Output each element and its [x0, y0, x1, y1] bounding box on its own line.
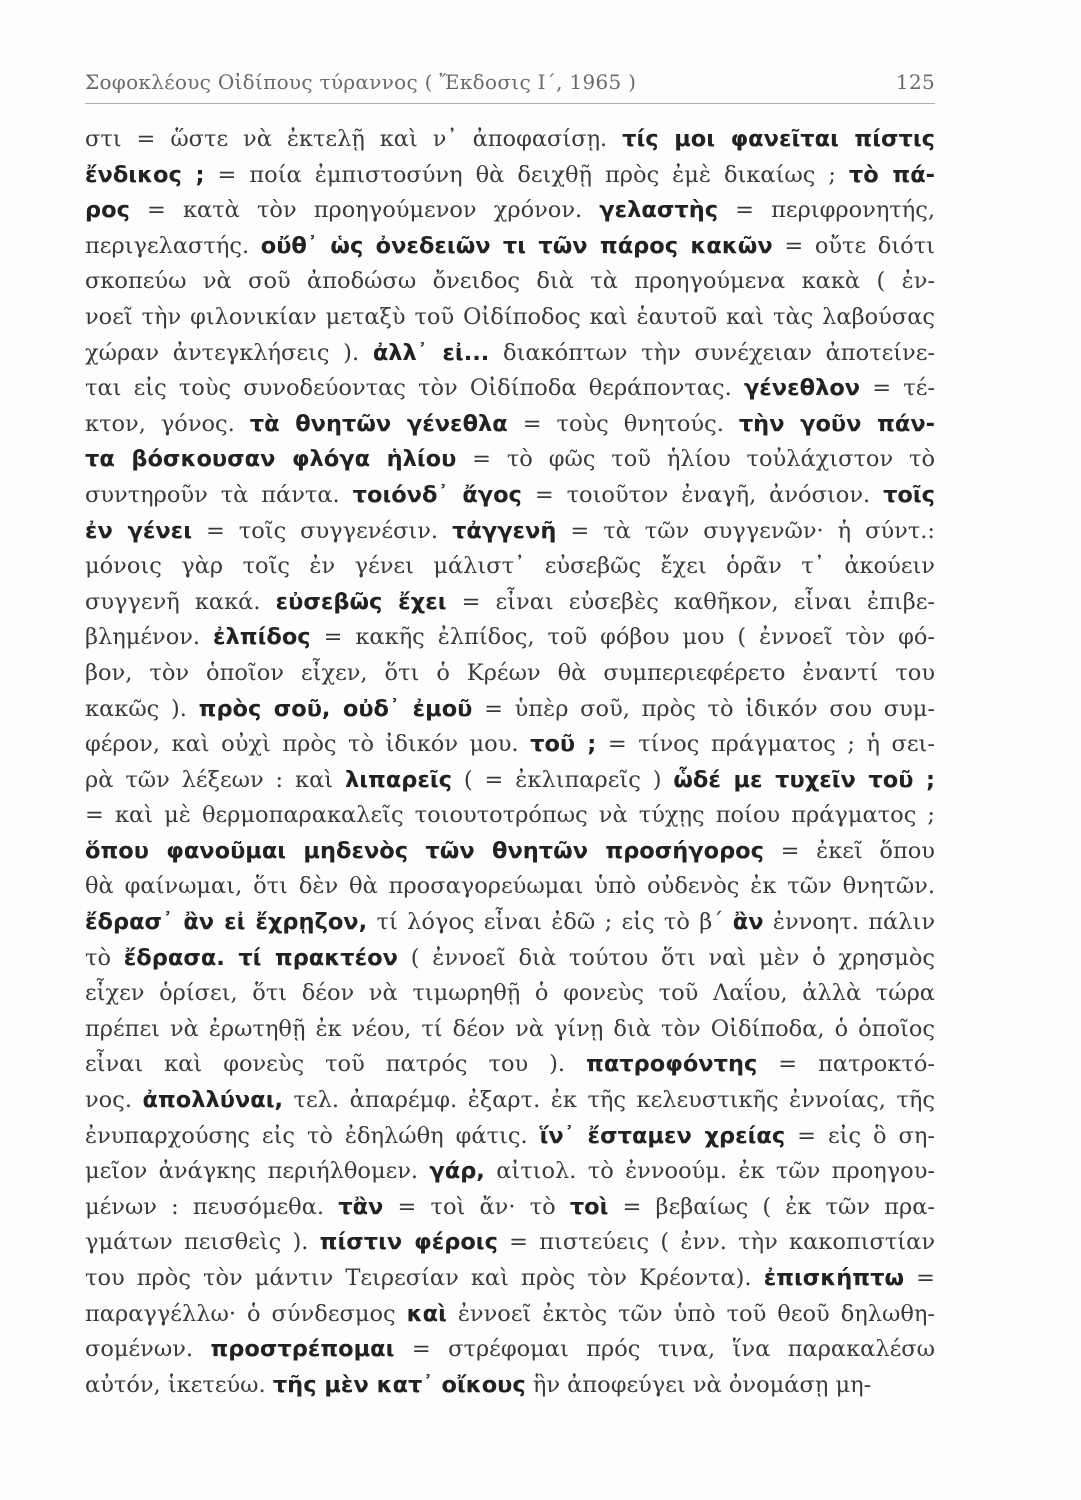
gloss: = ὑπὲρ σοῦ, πρὸς τὸ ἰδικόν σου συμ-: [472, 695, 935, 722]
gloss: = περιφρονητής,: [718, 197, 935, 224]
gloss: = τὸ φῶς τοῦ ἡλίου τοὐλάχιστον τὸ: [456, 446, 935, 473]
page-number: 125: [895, 70, 935, 94]
text-line: [85, 1012, 935, 1048]
text-line: [85, 300, 935, 336]
lemma: τα βόσκουσαν φλόγα ἡλίου: [85, 446, 457, 473]
text-line: [85, 478, 935, 514]
text-line: [85, 1154, 935, 1190]
gloss: πρέπει νὰ ἐρωτηθῇ ἐκ νέου, τί δέον νὰ γίνῃ διὰ τὸν Οἰδίποδα, ὁ ὁποῖος: [85, 1015, 935, 1042]
gloss: = βεβαίως ( ἐκ τῶν πρα-: [608, 1193, 935, 1220]
gloss: ται εἰς τοὺς συνοδεύοντας τὸν Οἰδίποδα θεράποντας.: [85, 375, 744, 402]
gloss: νοεῖ τὴν φιλονικίαν μεταξὺ τοῦ Οἰδίποδος καὶ ἑαυτοῦ καὶ τὰς λαβούσας: [85, 303, 935, 330]
gloss: = πιστεύεις ( ἐνν. τὴν κακοπιστίαν: [497, 1229, 935, 1256]
gloss: μεῖον ἀνάγκης περιήλθομεν.: [85, 1158, 430, 1185]
gloss: σκοπεύω νὰ σοῦ ἀποδώσω ὄνειδος διὰ τὰ προηγούμενα κακὰ ( ἐν-: [85, 268, 935, 295]
gloss: διακόπτων τὴν συνέχειαν ἀποτείνε-: [489, 339, 935, 366]
gloss: = τοιοῦτον ἐναγῆ, ἀνόσιον.: [521, 481, 884, 508]
gloss: θὰ φαίνωμαι, ὅτι δὲν θὰ προσαγορεύωμαι ὑπὸ οὐδενὸς ἐκ τῶν θνητῶν.: [85, 873, 935, 900]
gloss: = πατροκτό-: [757, 1051, 935, 1078]
lemma: ἵν᾿ ἔσταμεν χρείας: [539, 1122, 786, 1149]
gloss: μόνοις γὰρ τοῖς ἐν γένει μάλιστ᾿ εὐσεβῶς ἔχει ὁρᾶν τ᾿ ἀκούειν: [85, 553, 935, 580]
gloss: χώραν ἀντεγκλήσεις ).: [85, 339, 373, 366]
text-line: [85, 1261, 935, 1297]
gloss: = οὔτε διότι: [772, 232, 935, 259]
lemma: τοῖς: [883, 481, 935, 508]
gloss: σομένων.: [85, 1336, 211, 1363]
gloss: τὸ: [85, 944, 124, 971]
lemma: ἀπολλύναι,: [142, 1087, 284, 1114]
text-line: [85, 976, 935, 1012]
gloss: μένων : πευσόμεθα.: [85, 1193, 339, 1220]
gloss: ἐνυπαρχούσης εἰς τὸ ἐδηλώθη φάτις.: [85, 1122, 540, 1149]
text-line: [85, 264, 935, 300]
lemma: ἔδρασα. τί πρακτέον: [123, 944, 398, 971]
text-line: [85, 620, 935, 656]
text-line: [85, 407, 935, 443]
gloss: = τοῖς συγγενέσιν.: [191, 517, 453, 544]
gloss: βλημένον.: [85, 624, 214, 651]
text-line: [85, 905, 935, 941]
lemma: γένεθλον: [743, 375, 861, 402]
lemma: ἐν γένει: [85, 517, 192, 544]
gloss: συγγενῆ κακά.: [85, 588, 276, 615]
lemma: ὅπου φανοῦμαι μηδενὸς τῶν θνητῶν προσήγορος: [85, 837, 764, 864]
gloss: κακῶς ).: [85, 695, 199, 722]
commentary-text: [85, 122, 935, 1403]
gloss: = στρέφομαι πρός τινα, ἵνα παρακαλέσω: [394, 1336, 935, 1363]
gloss: στι = ὥστε νὰ ἐκτελῇ καὶ ν᾿ ἀποφασίσῃ.: [85, 126, 623, 152]
text-line: [85, 1332, 935, 1368]
text-line: [85, 1190, 935, 1226]
text-line: [85, 514, 935, 550]
lemma: εὐσεβῶς ἔχει: [275, 588, 447, 615]
gloss: = κατὰ τὸν προηγούμενον χρόνον.: [129, 197, 600, 224]
header-rule: [85, 103, 935, 104]
gloss: = καὶ μὲ θερμοπαρακαλεῖς τοιουτοτρόπως νὰ τύχῃς ποίου πράγματος ;: [85, 802, 935, 829]
gloss: αὐτόν, ἱκετεύω.: [85, 1371, 273, 1398]
text-line: [85, 656, 935, 692]
lemma: τοιόνδ᾿ ἄγος: [352, 481, 522, 508]
lemma: ἔδρασ᾿ ἂν εἰ ἔχρῃζον,: [85, 909, 368, 936]
text-line: [85, 1083, 935, 1119]
book-title: Σοφοκλέους Οἰδίπους τύραννος ( Ἔκδοσις Ι΄, 1965 ): [85, 70, 637, 94]
gloss: ἐννοητ. πάλιν: [763, 909, 935, 936]
gloss: ἐννοεῖ ἐκτὸς τῶν ὑπὸ τοῦ θεοῦ δηλωθη-: [446, 1300, 935, 1327]
gloss: = εἶναι εὐσεβὲς καθῆκον, εἶναι ἐπιβε-: [446, 588, 935, 615]
gloss: φέρον, καὶ οὐχὶ πρὸς τὸ ἰδικόν μου.: [85, 731, 531, 758]
gloss: τί λόγος εἶναι ἐδῶ ; εἰς τὸ β΄: [367, 909, 733, 936]
gloss: = τέ-: [860, 375, 935, 402]
gloss: = ποία ἐμπιστοσύνη θὰ δειχθῇ πρὸς ἐμὲ δικαίως ;: [204, 161, 849, 188]
lemma: τοῦ ;: [530, 731, 597, 758]
text-line: [85, 834, 935, 870]
gloss: ( = ἐκλιπαρεῖς ): [452, 766, 674, 793]
text-line: [85, 941, 935, 977]
text-line: [85, 193, 935, 229]
gloss: βον, τὸν ὁποῖον εἶχεν, ὅτι ὁ Κρέων θὰ συμπεριεφέρετο ἐναντί του: [85, 659, 935, 686]
gloss: = εἰς ὃ ση-: [785, 1122, 935, 1149]
gloss: τελ. ἀπαρέμφ. ἐξαρτ. ἐκ τῆς κελευστικῆς ἐννοίας, τῆς: [283, 1087, 935, 1114]
lemma: τοὶ: [569, 1193, 609, 1220]
lemma: ἀλλ᾿ εἰ...: [372, 339, 490, 366]
gloss: εἶναι καὶ φονεὺς τοῦ πατρός του ).: [85, 1051, 587, 1078]
lemma: πίστιν φέροις: [319, 1229, 498, 1256]
text-line: [85, 122, 935, 158]
text-line: [85, 1047, 935, 1083]
lemma: πατροφόντης: [586, 1051, 758, 1078]
lemma: ὧδέ με τυχεῖν τοῦ ;: [673, 766, 935, 793]
lemma: οὔθ᾿ ὡς ὀνεδειῶν τι τῶν πάρος κακῶν: [260, 232, 773, 259]
text-line: [85, 1297, 935, 1333]
gloss: γμάτων πεισθεὶς ).: [85, 1229, 320, 1256]
text-line: [85, 727, 935, 763]
gloss: περιγελαστής.: [85, 232, 261, 259]
lemma: πρὸς σοῦ, οὐδ᾿ ἐμοῦ: [198, 695, 473, 722]
text-line: [85, 869, 935, 905]
gloss: παραγγέλλω· ὁ σύνδεσμος: [85, 1300, 407, 1327]
lemma: ἔνδικος ;: [85, 161, 205, 188]
lemma: προστρέπομαι: [210, 1336, 395, 1363]
text-line: [85, 1119, 935, 1155]
lemma: ἂν: [732, 909, 764, 936]
gloss: =: [904, 1265, 935, 1291]
text-line: [85, 442, 935, 478]
gloss: = τοὺς θνητούς.: [507, 410, 739, 437]
running-header: [85, 70, 935, 100]
lemma: τίς μοι φανεῖται πίστις: [622, 126, 935, 152]
gloss: ( ἐννοεῖ διὰ τούτου ὅτι ναὶ μὲν ὁ χρησμὸς: [397, 944, 935, 971]
text-line: [85, 1368, 935, 1404]
text-line: [85, 798, 935, 834]
gloss: = τοὶ ἄν· τὸ: [383, 1193, 570, 1220]
gloss: = κακῆς ἐλπίδος, τοῦ φόβου μου ( ἐννοεῖ τὸν φό-: [310, 624, 935, 651]
gloss: = ἐκεῖ ὅπου: [763, 837, 935, 864]
gloss: = τίνος πράγματος ; ἡ σει-: [596, 731, 935, 758]
lemma: τῆς μὲν κατ᾿ οἴκους: [272, 1371, 526, 1398]
gloss: εἶχεν ὁρίσει, ὅτι δέον νὰ τιμωρηθῇ ὁ φονεὺς τοῦ Λαΐου, ἀλλὰ τώρα: [85, 980, 935, 1007]
lemma: γάρ,: [429, 1158, 485, 1185]
lemma: λιπαρεῖς: [345, 766, 452, 793]
text-line: [85, 371, 935, 407]
gloss: ἣν ἀποφεύγει νὰ ὀνομάσῃ μη-: [525, 1371, 872, 1398]
lemma: καὶ: [406, 1300, 447, 1327]
text-line: [85, 585, 935, 621]
gloss: κτον, γόνος.: [85, 410, 250, 437]
text-line: [85, 763, 935, 799]
gloss: συντηροῦν τὰ πάντα.: [85, 481, 353, 508]
gloss: αἰτιολ. τὸ ἐννοούμ. ἐκ τῶν προηγου-: [484, 1158, 935, 1185]
lemma: γελαστὴς: [599, 197, 719, 224]
lemma: τὴν γοῦν πάν-: [738, 410, 935, 437]
gloss: = τὰ τῶν συγγενῶν· ἡ σύντ.:: [556, 517, 935, 544]
lemma: τἀγγενῆ: [452, 517, 557, 544]
text-line: [85, 229, 935, 265]
lemma: ρος: [85, 197, 130, 224]
text-line: [85, 1225, 935, 1261]
gloss: νος.: [85, 1087, 143, 1114]
text-line: [85, 692, 935, 728]
text-line: [85, 549, 935, 585]
lemma: τἂν: [338, 1193, 384, 1220]
lemma: τὰ θνητῶν γένεθλα: [249, 410, 508, 437]
lemma: ἐπισκήπτω: [763, 1265, 905, 1291]
lemma: ἐλπίδος: [213, 624, 311, 651]
lemma: τὸ πά-: [848, 161, 935, 188]
gloss: ρὰ τῶν λέξεων : καὶ: [85, 766, 345, 793]
gloss: του πρὸς τὸν μάντιν Τειρεσίαν καὶ πρὸς τὸν Κρέοντα).: [85, 1265, 764, 1291]
text-line: [85, 336, 935, 372]
text-line: [85, 158, 935, 194]
